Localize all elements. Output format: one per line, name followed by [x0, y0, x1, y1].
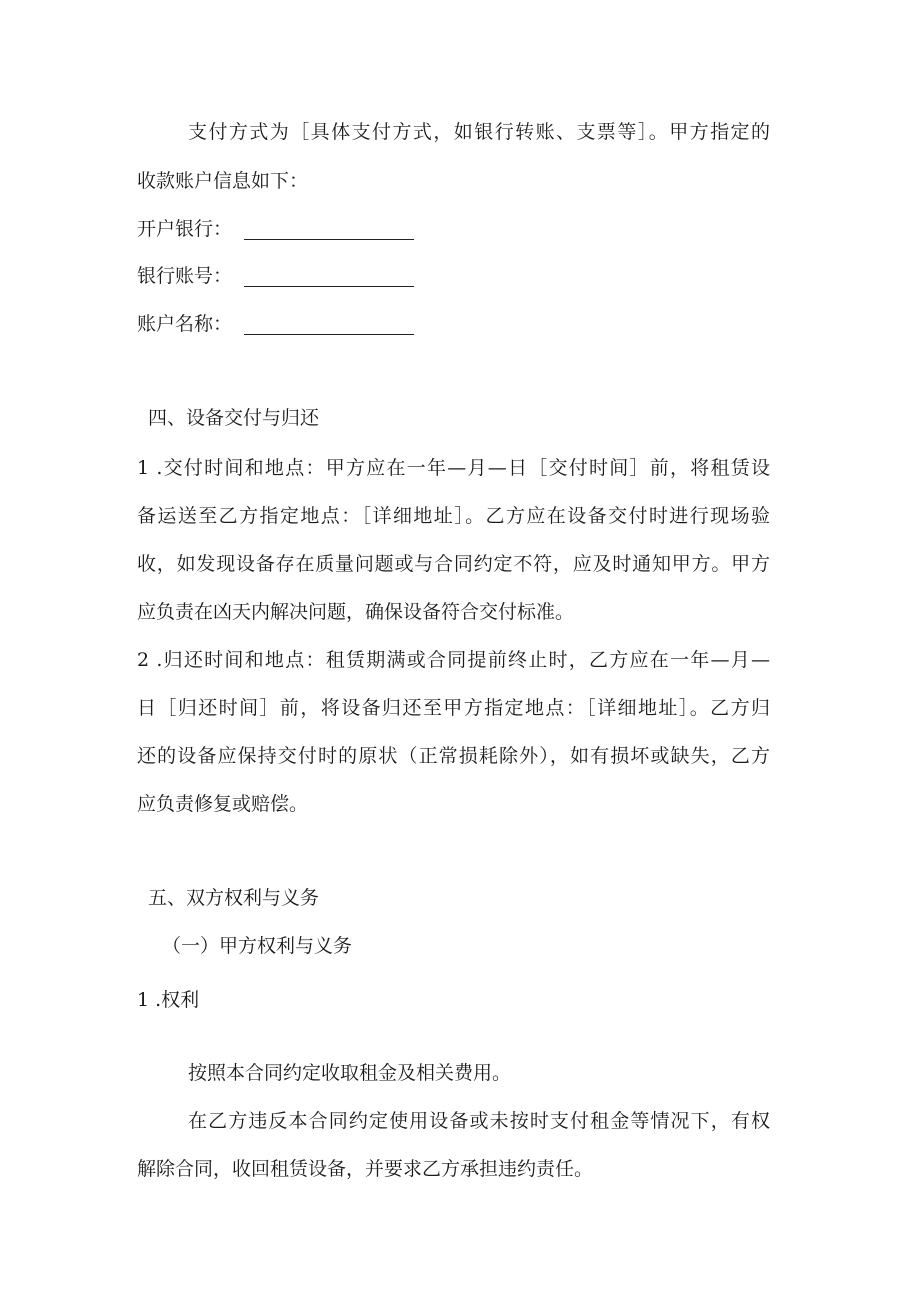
account-name-field	[137, 315, 414, 335]
account-name-label: 账户名称：	[137, 313, 233, 335]
payment-method-line: 支付方式为［具体支付方式，如银行转账、支票等］。甲方指定的	[188, 121, 770, 143]
account-info-intro: 收款账户信息如下：	[137, 170, 309, 192]
right-2-line-2: 解除合同，收回租赁设备，并要求乙方承担违约责任。	[137, 1158, 594, 1180]
delivery-line-2: 备运送至乙方指定地点：［详细地址］。乙方应在设备交付时进行现场验	[137, 505, 770, 527]
delivery-line-3: 收，如发现设备存在质量问题或与合同约定不符，应及时通知甲方。甲方	[137, 553, 770, 575]
delivery-line-4: 应负责在凶天内解决问题，确保设备符合交付标准。	[137, 601, 575, 623]
return-line-2: 日［归还时间］前，将设备归还至甲方指定地点：［详细地址］。乙方归	[137, 697, 770, 719]
return-line-3: 还的设备应保持交付时的原状（正常损耗除外），如有损坏或缺失，乙方	[137, 745, 770, 767]
section-4-heading: 四、设备交付与归还	[148, 407, 320, 429]
right-1-text: 按照本合同约定收取租金及相关费用。	[188, 1062, 512, 1084]
account-number-label: 银行账号：	[137, 265, 233, 287]
bank-name-label: 开户银行：	[137, 218, 233, 240]
bank-name-blank	[244, 238, 414, 240]
party-a-subheading: （一）甲方权利与义务	[162, 935, 353, 957]
bank-name-field	[137, 220, 414, 240]
account-number-field	[137, 267, 414, 287]
account-number-blank	[244, 285, 414, 287]
rights-title: 1 .权利	[137, 989, 200, 1011]
return-line-1: 2 .归还时间和地点：租赁期满或合同提前终止时，乙方应在一年—月—	[137, 649, 770, 671]
right-2-line-1: 在乙方违反本合同约定使用设备或未按时支付租金等情况下，有权	[188, 1110, 770, 1132]
account-name-blank	[244, 333, 414, 335]
section-5-heading: 五、双方权利与义务	[148, 887, 320, 909]
return-line-4: 应负责修复或赔偿。	[137, 793, 309, 815]
delivery-line-1: 1 .交付时间和地点：甲方应在一年—月—日［交付时间］前，将租赁设	[137, 457, 770, 479]
